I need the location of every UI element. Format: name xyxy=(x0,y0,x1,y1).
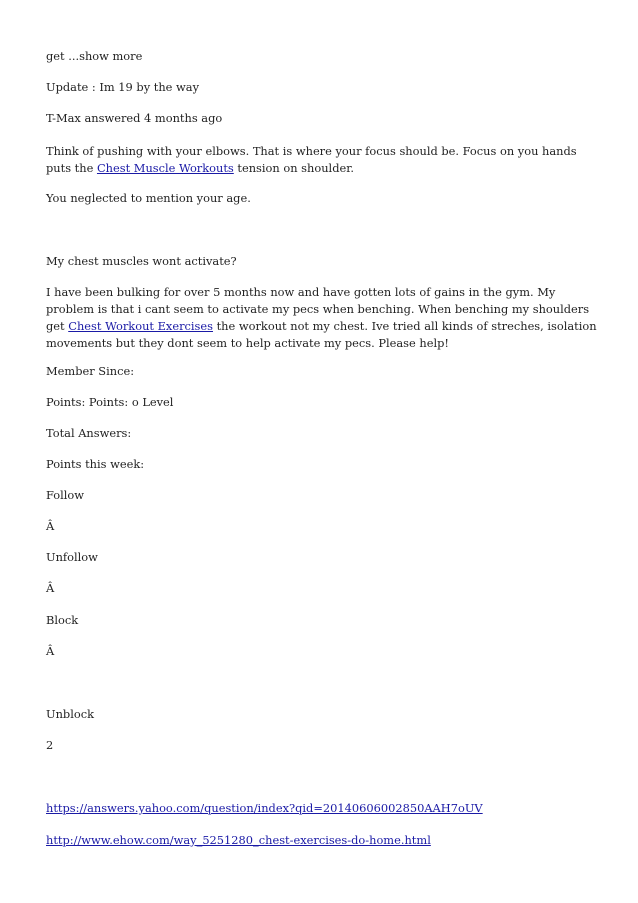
answer-text-end: tension on shoulder. xyxy=(233,161,355,175)
show-more-line xyxy=(46,48,598,65)
block-link[interactable]: Block xyxy=(46,613,79,627)
points-this-week-label: Points this week: xyxy=(46,457,145,471)
member-since-label: Member Since: xyxy=(46,364,135,378)
question-text-start: I have been bulking for over 5 months now and have gotten lots of gains in the gym. My problem is that i cant seem to activate my pecs when benching. When benching my shoulders get xyxy=(46,285,590,333)
show-more-text[interactable]: get ...show more xyxy=(46,49,143,63)
update-line: Update : Im 19 by the way xyxy=(46,80,200,94)
points-label: Points: Points: o Level xyxy=(46,395,174,409)
yahoo-answers-link[interactable]: https://answers.yahoo.com/question/index?qid=20140606002850AAH7oUV xyxy=(46,801,483,815)
unfollow-line xyxy=(46,549,598,566)
stray-glyph-2: Â xyxy=(46,581,55,595)
unblock-line xyxy=(46,706,598,723)
follow-link[interactable]: Follow xyxy=(46,488,85,502)
yahoo-url-line xyxy=(46,800,598,817)
answer-text-start: Think of pushing with your elbows. That is where your focus should be. Focus on you hands puts the xyxy=(46,144,577,175)
unblock-link[interactable]: Unblock xyxy=(46,707,95,721)
question-paragraph xyxy=(46,284,598,352)
total-answers-label: Total Answers: xyxy=(46,426,132,440)
age-note: You neglected to mention your age. xyxy=(46,191,251,205)
follow-line xyxy=(46,487,598,504)
question-title: My chest muscles wont activate? xyxy=(46,254,237,268)
answer-paragraph xyxy=(46,143,598,177)
block-line xyxy=(46,612,598,629)
stray-glyph-3: Â xyxy=(46,644,55,658)
chest-workout-exercises-link[interactable]: Chest Workout Exercises xyxy=(68,319,213,333)
answer-count: 2 xyxy=(46,738,54,752)
stray-glyph-1: Â xyxy=(46,519,55,533)
question-text-end: the workout not my chest. Ive tried all kinds of streches, isolation movements but they dont seem to help activate my pecs. Please help! xyxy=(46,319,597,350)
ehow-url-line xyxy=(46,832,598,849)
unfollow-link[interactable]: Unfollow xyxy=(46,550,98,564)
answerer-line: T-Max answered 4 months ago xyxy=(46,111,223,125)
ehow-link[interactable]: http://www.ehow.com/way_5251280_chest-exercises-do-home.html xyxy=(46,833,431,847)
chest-muscle-workouts-link[interactable]: Chest Muscle Workouts xyxy=(96,161,234,175)
